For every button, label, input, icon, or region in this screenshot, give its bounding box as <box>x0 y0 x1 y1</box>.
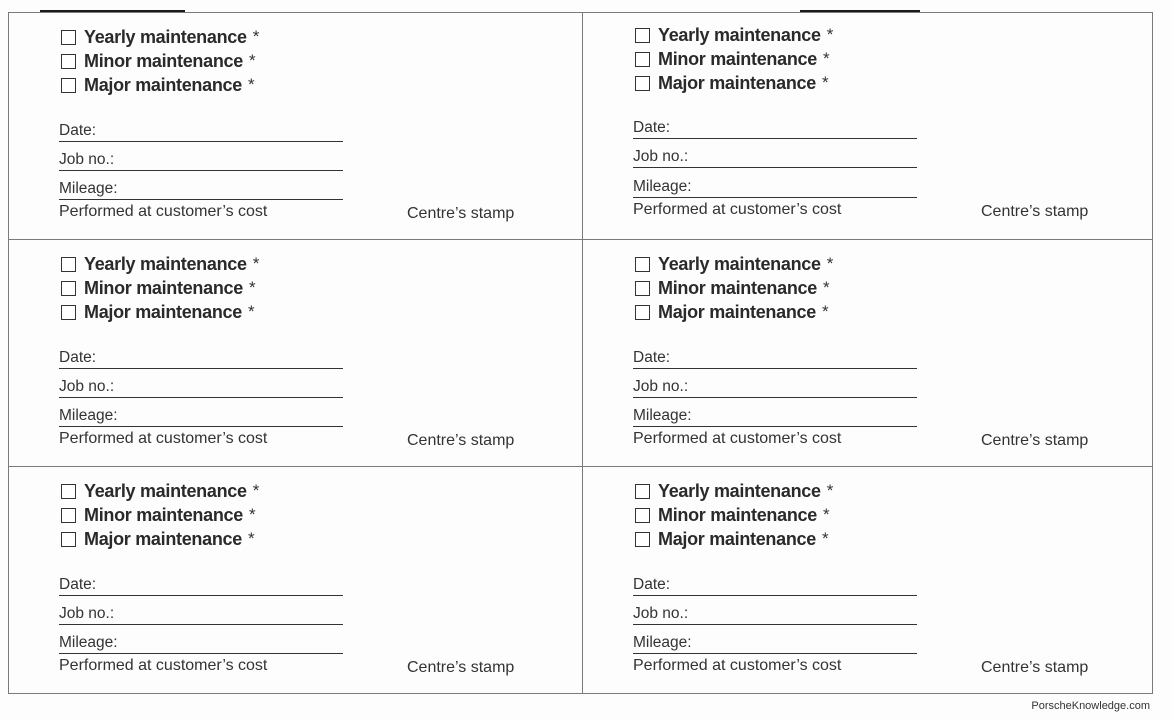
job-no-field[interactable] <box>59 602 343 625</box>
option-label: Minor maintenance <box>84 504 243 525</box>
option-minor[interactable] <box>61 49 259 73</box>
asterisk: * <box>826 481 834 500</box>
job-no-field[interactable] <box>59 375 343 398</box>
field-label: Date: <box>59 576 97 593</box>
asterisk: * <box>821 529 829 548</box>
maintenance-type-options <box>61 479 259 551</box>
field-label: Mileage: <box>633 634 692 651</box>
option-minor[interactable] <box>61 503 259 527</box>
job-no-field[interactable] <box>633 375 917 398</box>
asterisk: * <box>248 278 256 297</box>
checkbox[interactable] <box>61 257 76 272</box>
checkbox[interactable] <box>61 305 76 320</box>
asterisk: * <box>247 302 255 321</box>
option-label: Yearly maintenance <box>658 24 821 45</box>
date-field[interactable] <box>59 346 343 369</box>
option-major[interactable] <box>61 73 259 97</box>
option-yearly[interactable] <box>61 479 259 503</box>
field-label: Job no.: <box>633 605 689 622</box>
field-label: Mileage: <box>59 180 118 197</box>
checkbox[interactable] <box>635 76 650 91</box>
asterisk: * <box>247 75 255 94</box>
option-label: Minor maintenance <box>658 277 817 298</box>
asterisk: * <box>821 302 829 321</box>
maintenance-type-options <box>635 479 833 551</box>
checkbox[interactable] <box>61 508 76 523</box>
maintenance-card <box>583 13 1152 240</box>
option-label: Major maintenance <box>658 301 816 322</box>
field-label: Date: <box>633 576 671 593</box>
asterisk: * <box>247 529 255 548</box>
maintenance-type-options <box>61 252 259 324</box>
field-label: Mileage: <box>59 634 118 651</box>
option-label: Major maintenance <box>84 301 242 322</box>
option-minor[interactable] <box>635 47 833 71</box>
field-label: Job no.: <box>59 378 115 395</box>
date-field[interactable] <box>59 119 343 142</box>
field-label: Job no.: <box>633 148 689 165</box>
stamp-label: Centre’s stamp <box>407 659 515 676</box>
option-major[interactable] <box>61 300 259 324</box>
asterisk: * <box>252 481 260 500</box>
option-minor[interactable] <box>61 276 259 300</box>
field-label: Job no.: <box>59 605 115 622</box>
option-label: Minor maintenance <box>658 48 817 69</box>
stamp-label: Centre’s stamp <box>981 659 1089 676</box>
field-label: Date: <box>59 349 97 366</box>
cost-note: Performed at customer’s cost <box>59 657 268 674</box>
option-label: Yearly maintenance <box>658 480 821 501</box>
option-major[interactable] <box>635 527 833 551</box>
checkbox[interactable] <box>635 281 650 296</box>
option-label: Major maintenance <box>84 74 242 95</box>
date-field[interactable] <box>633 573 917 596</box>
option-yearly[interactable] <box>635 23 833 47</box>
asterisk: * <box>248 51 256 70</box>
checkbox[interactable] <box>61 281 76 296</box>
mileage-field[interactable] <box>633 175 917 198</box>
checkbox[interactable] <box>61 30 76 45</box>
maintenance-card <box>9 13 583 240</box>
field-label: Date: <box>633 119 671 136</box>
date-field[interactable] <box>59 573 343 596</box>
cost-note: Performed at customer’s cost <box>59 430 268 447</box>
field-label: Job no.: <box>59 151 115 168</box>
field-label: Mileage: <box>633 178 692 195</box>
option-label: Yearly maintenance <box>658 253 821 274</box>
asterisk: * <box>826 25 834 44</box>
option-major[interactable] <box>61 527 259 551</box>
cost-note: Performed at customer’s cost <box>633 430 842 447</box>
checkbox[interactable] <box>635 257 650 272</box>
option-yearly[interactable] <box>635 252 833 276</box>
cost-note: Performed at customer’s cost <box>59 203 268 220</box>
checkbox[interactable] <box>61 78 76 93</box>
date-field[interactable] <box>633 116 917 139</box>
checkbox[interactable] <box>635 532 650 547</box>
stamp-label: Centre’s stamp <box>407 432 515 449</box>
source-watermark: PorscheKnowledge.com <box>1031 700 1150 712</box>
option-yearly[interactable] <box>635 479 833 503</box>
option-minor[interactable] <box>635 276 833 300</box>
stamp-label: Centre’s stamp <box>981 203 1089 220</box>
maintenance-card <box>583 467 1152 693</box>
checkbox[interactable] <box>61 532 76 547</box>
asterisk: * <box>826 254 834 273</box>
asterisk: * <box>822 278 830 297</box>
checkbox[interactable] <box>635 28 650 43</box>
option-yearly[interactable] <box>61 25 259 49</box>
mileage-field[interactable] <box>59 404 343 427</box>
checkbox[interactable] <box>61 484 76 499</box>
mileage-field[interactable] <box>59 631 343 654</box>
asterisk: * <box>252 254 260 273</box>
checkbox[interactable] <box>635 484 650 499</box>
checkbox[interactable] <box>635 508 650 523</box>
maintenance-type-options <box>61 25 259 97</box>
asterisk: * <box>822 505 830 524</box>
option-label: Minor maintenance <box>658 504 817 525</box>
checkbox[interactable] <box>61 54 76 69</box>
mileage-field[interactable] <box>633 631 917 654</box>
option-label: Yearly maintenance <box>84 26 247 47</box>
option-label: Yearly maintenance <box>84 480 247 501</box>
mileage-field[interactable] <box>633 404 917 427</box>
maintenance-card-sheet <box>8 12 1153 694</box>
maintenance-card <box>9 467 583 693</box>
option-major[interactable] <box>635 300 833 324</box>
asterisk: * <box>822 49 830 68</box>
cost-note: Performed at customer’s cost <box>633 657 842 674</box>
field-label: Job no.: <box>633 378 689 395</box>
option-minor[interactable] <box>635 503 833 527</box>
option-label: Major maintenance <box>658 528 816 549</box>
checkbox[interactable] <box>635 52 650 67</box>
option-yearly[interactable] <box>61 252 259 276</box>
asterisk: * <box>252 27 260 46</box>
option-label: Yearly maintenance <box>84 253 247 274</box>
job-no-field[interactable] <box>633 145 917 168</box>
mileage-field[interactable] <box>59 177 343 200</box>
maintenance-type-options <box>635 252 833 324</box>
maintenance-card <box>9 240 583 467</box>
field-label: Mileage: <box>59 407 118 424</box>
field-label: Date: <box>633 349 671 366</box>
option-major[interactable] <box>635 71 833 95</box>
stamp-label: Centre’s stamp <box>407 205 515 222</box>
maintenance-card <box>583 240 1152 467</box>
maintenance-type-options <box>635 23 833 95</box>
date-field[interactable] <box>633 346 917 369</box>
option-label: Minor maintenance <box>84 277 243 298</box>
option-label: Major maintenance <box>658 72 816 93</box>
stamp-label: Centre’s stamp <box>981 432 1089 449</box>
cost-note: Performed at customer’s cost <box>633 201 842 218</box>
field-label: Mileage: <box>633 407 692 424</box>
checkbox[interactable] <box>635 305 650 320</box>
job-no-field[interactable] <box>59 148 343 171</box>
option-label: Major maintenance <box>84 528 242 549</box>
job-no-field[interactable] <box>633 602 917 625</box>
asterisk: * <box>248 505 256 524</box>
option-label: Minor maintenance <box>84 50 243 71</box>
field-label: Date: <box>59 122 97 139</box>
asterisk: * <box>821 73 829 92</box>
